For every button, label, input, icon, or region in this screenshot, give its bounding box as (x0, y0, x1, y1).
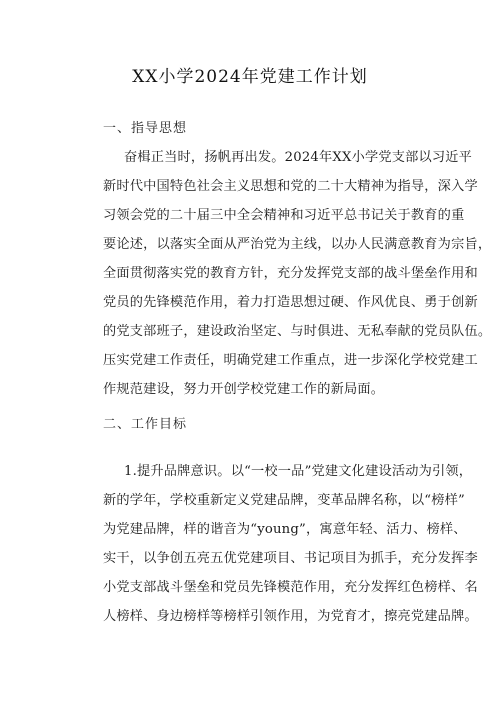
paragraph-line: 要论述，以落实全面从严治党为主线，以办人民满意教育为宗旨， (103, 237, 492, 252)
paragraph-line: 新的学年，学校重新定义党建品牌，变革品牌名称，以“榜样” (103, 493, 465, 508)
paragraph-line: 党员的先锋模范作用，着力打造思想过硬、作风优良、勇于创新 (103, 295, 478, 310)
section-heading-work-goals: 二、工作目标 (103, 417, 188, 432)
paragraph-line: 全面贯彻落实党的教育方针，充分发挥党支部的战斗堡垒作用和 (103, 266, 478, 281)
paragraph-line: 1.提升品牌意识。以“一校一品”党建文化建设活动为引领， (124, 464, 473, 479)
paragraph-line: 奋楫正当时，扬帆再出发。2024年XX小学党支部以习近平 (124, 150, 473, 165)
paragraph-line: 实干，以争创五亮五优党建项目、书记项目为抓手，充分发挥李 (103, 551, 478, 566)
document-title: XX小学2024年党建工作计划 (132, 67, 368, 87)
paragraph-line: 作规范建设，努力开创学校党建工作的新局面。 (103, 382, 385, 397)
paragraph-line: 压实党建工作责任，明确党建工作重点，进一步深化学校党建工 (103, 353, 478, 368)
section-heading-guiding-ideology: 一、指导思想 (103, 121, 188, 136)
paragraph-line: 为党建品牌，样的谐音为“young”，寓意年轻、活力、榜样、 (103, 522, 467, 537)
paragraph-line: 习领会党的二十届三中全会精神和习近平总书记关于教育的重 (103, 208, 465, 223)
paragraph-line: 的党支部班子，建设政治坚定、与时俱进、无私奉献的党员队伍。 (103, 324, 492, 339)
paragraph-line: 小党支部战斗堡垒和党员先锋模范作用，充分发挥红色榜样、名 (103, 580, 478, 595)
paragraph-line: 新时代中国特色社会主义思想和党的二十大精神为指导，深入学 (103, 179, 478, 194)
paragraph-line: 人榜样、身边榜样等榜样引领作用，为党育才，擦亮党建品牌。 (103, 609, 478, 624)
